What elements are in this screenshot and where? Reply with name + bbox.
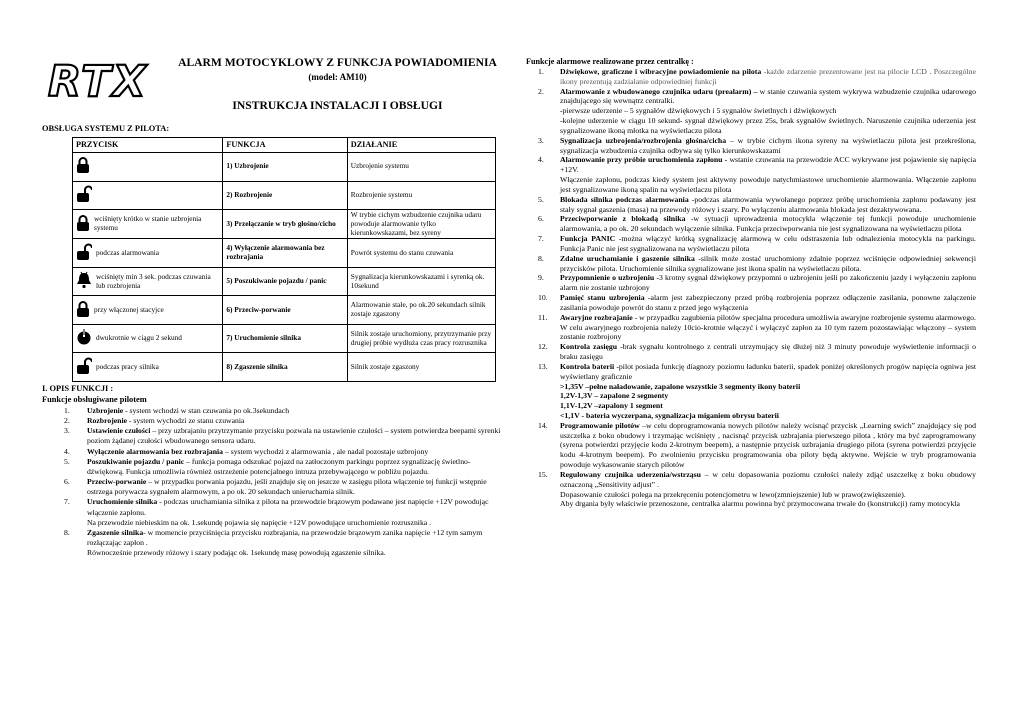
- item-description: – przy uzbrajaniu przytrzymanie przycisku pozwala na ustawienie czułości – system potwierdza beepami syrenki poziom żądanej czułości wbudowanego sensora udaru.: [87, 426, 501, 446]
- table-row: [73, 296, 496, 325]
- item-description: - system wchodzi w stan czuwania po ok.3sekundach: [123, 406, 290, 415]
- table-row: [73, 239, 496, 268]
- function-cell: 7) Uruchomienie silnika: [223, 324, 347, 353]
- item-description: - system wychodzi ze stanu czuwania: [127, 416, 245, 426]
- button-description: podczas pracy silnika: [96, 361, 159, 371]
- list-item: [528, 470, 976, 509]
- list-item: [528, 87, 976, 136]
- item-number: 2.: [64, 416, 70, 426]
- item-description: – funkcja pomaga odszukać pojazd na zatłoczonym parkingu poprzez sygnalizację świetlno- dźwiękową. Funkcja umożliwia również ostrzeżenie potencjalnego intruza przebywającego w pobliżu pojazdu.: [87, 456, 471, 476]
- list-item: [42, 416, 508, 426]
- item-line: 1,2V-1,3V – zapalone 2 segmenty: [560, 391, 669, 401]
- list-item: [42, 406, 508, 416]
- item-number: 4.: [538, 155, 544, 165]
- table-row: [73, 324, 496, 353]
- item-title: Przypomnienie o uzbrojeniu: [560, 273, 655, 283]
- document-title: ALARM MOTOCYKLOWY Z FUNKCJA POWIADOMIENIA: [178, 56, 497, 69]
- item-title: Pamięć stanu uzbrojenia: [560, 293, 645, 303]
- list-item: [42, 457, 508, 477]
- item-line: -pierwsze uderzenie – 5 sygnałów dźwiękowych i 5 sygnałów świetlnych i dźwiękowych: [560, 106, 837, 116]
- item-description: -pilot posiada funkcję diagnozy poziomu ładunku baterii, spadek poniżej określonych progów napięcia ogniwa jest wyświetlany graficznie: [560, 361, 976, 381]
- list-item: [528, 254, 976, 274]
- item-number: 5.: [538, 194, 544, 204]
- item-line: -kolejne uderzenie w ciągu 10 sekund- sygnał dźwiękowy przez 25s, brak sygnałów świetlnych. Naruszenie czujnika uderzenia jest sygnalizowane ikoną młotka na wyświetlaczu pilota: [560, 116, 976, 135]
- item-description: -3 krotny sygnał dźwiękowy przypomni o uzbrojeniu jeśli po zakończeniu jazdy i wyłączeniu zapłonu alarm nie zostanie uzbrojony: [560, 273, 976, 293]
- item-title: Alarmowanie z wbudowanego czujnika udaru (prealarm) –: [560, 86, 758, 96]
- item-title: Poszukiwanie pojazdu / panic: [87, 456, 185, 466]
- item-title: Alarmowanie przy próbie uruchomienia zapłonu -: [560, 155, 728, 165]
- item-title: Sygnalizacja uzbrojenia/rozbrojenia głośna/cicha: [560, 135, 727, 145]
- lock-closed-icon: [76, 300, 94, 321]
- item-number: 11.: [538, 312, 548, 322]
- button-cell: [73, 210, 223, 239]
- item-line: >1,35V –pełne naładowanie, zapalone wszystkie 3 segmenty ikony baterii: [560, 381, 801, 391]
- function-cell: 8) Zgaszenie silnika: [223, 353, 347, 382]
- lock-open-icon: [76, 243, 96, 264]
- button-cell: [73, 267, 223, 296]
- function-cell: 2) Rozbrojenie: [223, 181, 347, 210]
- remote-functions-table: [72, 137, 496, 382]
- item-description: –w celu doprogramowania nowych pilotów należy wcisnąć przycisk „Learning swich” znajdujący się pod uszczelka z boku obudowy i trzymając wciśnięty , nacisnąć przycisk uzbrajania pierwszego pilota , który ma być zaprogramowany (syrena potwierdzi przyjęcie kodu 2-krotnym beepem), a następnie przycisk uzbrajania drugiego pilota (syrena potwierdzi przyjęcie kodu 4-krotnym beepem). Po zwolnieniu przycisku programowania oba piloty będą aktywne. Wejście w tryb programowania powoduje wykasowanie starych pilotów: [560, 420, 976, 470]
- list-item: [528, 273, 976, 293]
- table-row: [73, 153, 496, 182]
- list-item: [42, 447, 508, 457]
- section-heading: I. OPIS FUNKCJI :: [42, 384, 114, 393]
- function-cell: 4) Wyłączenie alarmowania bez rozbrajania: [223, 239, 347, 268]
- lock-closed-icon: [76, 156, 94, 177]
- button-description: przy włączonej stacyjce: [94, 304, 164, 314]
- button-cell: [73, 296, 223, 325]
- item-description: wstanie czuwania na przewodzie ACC wykrywane jest pojawienie się napięcia +12V.: [560, 155, 977, 175]
- item-number: 15.: [538, 469, 548, 479]
- action-cell: Silnik zostaje zgaszony: [347, 353, 495, 382]
- bell-icon: [76, 271, 96, 292]
- function-cell: 1) Uzbrojenie: [223, 153, 347, 182]
- item-number: 1.: [64, 406, 70, 415]
- power-icon: [76, 328, 96, 349]
- function-cell: 5) Poszukiwanie pojazdu / panic: [223, 267, 347, 296]
- list-item: [528, 421, 976, 470]
- item-number: 3.: [64, 426, 70, 436]
- item-number: 10.: [538, 293, 548, 303]
- item-line: Włączenie zapłonu, podczas kiedy system jest aktywny powoduje natychmiastowe uruchomienie alarmowania. Włączenie zapłonu jest sygnalizowane ikoną spalin na wyświetlaczu pilota: [560, 175, 976, 194]
- column-header-button: PRZYCISK: [73, 138, 223, 153]
- action-cell: W trybie cichym wzbudzenie czujnika udaru powoduje alarmowanie tylko kierunkowskazami, bez syreny: [347, 210, 495, 239]
- button-description: dwukrotnie w ciągu 2 sekund: [96, 333, 182, 343]
- item-line: Aby drgania były właściwie przenoszone, centralka alarmu powinna być przymocowana trwale do (konstrukcji) ramy motocykla: [560, 499, 960, 509]
- item-description: - w przypadku zagubienia pilotów specjalna procedura umożliwia awaryjne rozbrojenie systemu alarmowego.: [632, 312, 976, 322]
- item-number: 8.: [538, 253, 544, 263]
- function-cell: 6) Przeciw-porwanie: [223, 296, 347, 325]
- item-number: 7.: [64, 497, 70, 507]
- item-extra: Na przewodzie niebieskim na ok. 1.sekundę pojawia się napięcie +12V powodujące uruchomienie rozrusznika .: [87, 517, 432, 527]
- item-description: – w trybie cichym ikona syreny na wyświetlaczu pilota jest przekreślona, sygnalizacja wzbudzenia czujnika odbywa się tylko kierunkowskazami: [560, 135, 976, 155]
- list-item: [528, 342, 976, 362]
- item-description: – w celu dopasowania poziomu czułości należy zdjąć uszczelkę z boku obudowy oznaczoną „Sensitivity adjust” .: [560, 469, 976, 489]
- item-number: 5.: [64, 456, 70, 466]
- item-number: 9.: [538, 273, 544, 283]
- item-title: Blokada silnika podczas alarmowania: [560, 194, 689, 204]
- item-number: 8.: [64, 527, 70, 537]
- column-header-function: FUNKCJA: [223, 138, 347, 153]
- item-number: 14.: [538, 420, 548, 430]
- item-description: -można włączyć krótką sygnalizację alarmową w celu odstraszenia lub odnalezienia motocykla na parkingu. Funkcja Panic nie jest sygnalizowana na wyświetlaczu pilota: [560, 234, 976, 253]
- list-item: [42, 528, 508, 558]
- item-title: Uruchomienie silnika: [87, 497, 158, 507]
- item-title: Wyłączenie alarmowania bez rozbrajania: [87, 446, 224, 456]
- item-description: – w przypadku porwania pojazdu, jeśli znajduje się on jeszcze w zasięgu pilota włączenie tej funkcji wstępnie ostrzega porywacza sygnałem alarmowym, a po ok. 20 sekundach unieruchamia silnik.: [87, 477, 487, 497]
- svg-text:RTX: RTX: [48, 58, 148, 102]
- list-item: [528, 214, 976, 234]
- rtx-logo: [46, 58, 156, 102]
- action-cell: Silnik zostaje uruchomiony, przytrzymanie przy drugiej próbie wydłuża czas pracy rozrusznika: [347, 324, 495, 353]
- item-title: Ustawienie czułości: [87, 426, 151, 436]
- item-title: Przeciwporwanie z blokadą silnika: [560, 214, 686, 224]
- list-item: [528, 313, 976, 342]
- item-title: Uzbrojenie: [87, 406, 124, 415]
- item-description: -każde zdarzenie prezentowane jest na pilocie LCD . Poszczególne ikony prezentują zadziałanie odpowiedniej funkcji: [560, 67, 976, 86]
- button-cell: [73, 353, 223, 382]
- list-item: [528, 67, 976, 87]
- item-number: 3.: [538, 135, 544, 145]
- item-number: 6.: [538, 214, 544, 224]
- button-description: podczas alarmowania: [96, 247, 160, 257]
- button-cell: [73, 239, 223, 268]
- item-description: - podczas uruchamiania silnika z pilota na przewodzie brązowym podawane jest napięcie +12V powodując włączenie zapłonu.: [87, 497, 489, 517]
- button-cell: [73, 324, 223, 353]
- remote-functions-list: [42, 406, 508, 558]
- item-title: Regulowany czujnika uderzenia/wstrząsu: [560, 469, 701, 479]
- table-row: [73, 353, 496, 382]
- item-title: Kontrola baterii: [560, 361, 615, 371]
- column-header-action: DZIAŁANIE: [347, 138, 495, 153]
- item-title: Funkcja PANIC: [560, 234, 616, 244]
- action-cell: Powrót systemu do stanu czuwania: [347, 239, 495, 268]
- item-title: Przeciw-porwanie: [87, 477, 147, 487]
- item-description: -silnik może zostać uruchomiony zdalnie poprzez wciśnięcie odpowiedniej sekwencji przycisków pilota. Uruchomienie silnika sygnalizowane jest ikona spalin na wyświetlaczu pilota.: [560, 253, 976, 273]
- button-description: wciśnięty min 3 sek. podczas czuwania lub rozbrojenia: [96, 271, 211, 290]
- item-number: 2.: [538, 86, 544, 96]
- item-title: Dźwiękowe, graficzne i wibracyjne powiadomienie na pilota: [560, 67, 762, 76]
- button-cell: [73, 153, 223, 182]
- action-cell: Sygnalizacja kierunkowskazami i syrenką ok. 10sekund: [347, 267, 495, 296]
- item-title: Kontrola zasięgu: [560, 342, 618, 352]
- item-description: -podczas alarmowania wywołanego poprzez próbę uruchomienia zapłonu podawany jest stały sygnał gaszenia (masa) na przewody różowy i szary. Po wyłączeniu alarmowania blokada jest dezaktywowana.: [560, 194, 977, 214]
- item-number: 13.: [538, 361, 548, 371]
- lock-open-icon: [76, 357, 96, 378]
- item-number: 12.: [538, 342, 548, 352]
- subsection-heading: Funkcje obsługiwane pilotem: [42, 395, 147, 404]
- function-cell: 3) Przełączanie w tryb głośno/cicho: [223, 210, 347, 239]
- list-item: [42, 477, 508, 497]
- item-title: Programowanie pilotów: [560, 420, 640, 430]
- item-extra: Równocześnie przewody różowy i szary podając ok. 1sekundę masę powodują zgaszenie silnika.: [87, 548, 386, 558]
- list-item: [528, 155, 976, 194]
- item-line: Dopasowanie czułości polega na przekręceniu potencjometru w lewo(zmniejszenie) lub w prawo(zwiększenie).: [560, 489, 906, 499]
- action-cell: Rozbrojenie systemu: [347, 181, 495, 210]
- item-title: Zgaszenie silnika: [87, 527, 144, 537]
- lock-closed-icon: [76, 214, 94, 235]
- list-item: [42, 497, 508, 527]
- list-item: [42, 426, 508, 446]
- lock-open-icon: [76, 185, 96, 206]
- action-cell: Alarmowanie stałe, po ok.20 sekundach silnik zostaje zgaszony: [347, 296, 495, 325]
- document-subtitle: INSTRUKCJA INSTALACJI I OBSŁUGI: [232, 99, 443, 112]
- table-row: [73, 267, 496, 296]
- item-description: - w momencie przyciśnięcia przycisku rozbrajania, na przewodzie brązowym zanika napięcie +12 tym samym rozłączając zapłon .: [87, 527, 483, 548]
- button-cell: [73, 181, 223, 210]
- list-item: [528, 362, 976, 421]
- item-title: Rozbrojenie: [87, 416, 127, 426]
- item-description: -alarm jest zabezpieczony przed próbą rozbrojenia poprzez odłączenie zasilania, ponowne załączenie zasilania powoduje powrót do stanu z przed jego wyłączenia: [560, 293, 976, 312]
- item-number: 6.: [64, 477, 70, 487]
- button-description: wciśnięty krótko w stanie uzbrojenia systemu: [94, 214, 202, 233]
- list-item: [528, 234, 976, 254]
- item-description: -brak sygnału kontrolnego z centrali utrzymujący się dłużej niż 3 minuty powoduje wyświetlenie informacji o braku zasięgu: [560, 342, 977, 362]
- list-item: [528, 195, 976, 215]
- item-line: 1,1V-1,2V –zapalony 1 segment: [560, 401, 663, 411]
- item-line: <1,1V - bateria wyczerpana, sygnalizacja miganiem obrysu baterii: [560, 410, 779, 420]
- item-number: 1.: [538, 67, 544, 76]
- item-description: -w sytuacji uprowadzenia motocykla włączenie tej funkcji powoduje uruchomienie alarmowania, a po ok. 20 sekundach wyłączenie silnika. Funkcja przeciwporwania nie jest sygnalizowana na wyświetlaczu pilota: [560, 214, 976, 234]
- item-number: 4.: [64, 446, 70, 456]
- item-title: Awaryjne rozbrajanie: [560, 312, 633, 322]
- item-number: 7.: [538, 234, 544, 244]
- item-line: W celu awaryjnego rozbrojenia należy 10cio-krotnie włączyć i wyłączyć zapłon za 10 tym razem pozostawiając włączony – system zostanie rozbrojony: [560, 322, 976, 342]
- model-label: (model: AM10): [308, 72, 367, 82]
- table-row: [73, 210, 496, 239]
- item-description: – system wychodzi z alarmowania , ale nadal pozostaje uzbrojony: [223, 446, 429, 456]
- item-description: w stanie czuwania system wykrywa wzbudzenie czujnika udarowego znajdującego się wewnątrz centralki.: [560, 86, 977, 106]
- alarm-functions-list: [528, 67, 976, 509]
- item-title: Zdalne uruchamianie i gaszenie silnika: [560, 253, 695, 263]
- table-caption: OBSŁUGA SYSTEMU Z PILOTA:: [42, 124, 170, 133]
- list-item: [528, 136, 976, 156]
- list-item: [528, 293, 976, 313]
- action-cell: Uzbrojenie systemu: [347, 153, 495, 182]
- alarm-functions-heading: Funkcje alarmowe realizowane przez centralkę :: [526, 57, 694, 66]
- table-row: [73, 181, 496, 210]
